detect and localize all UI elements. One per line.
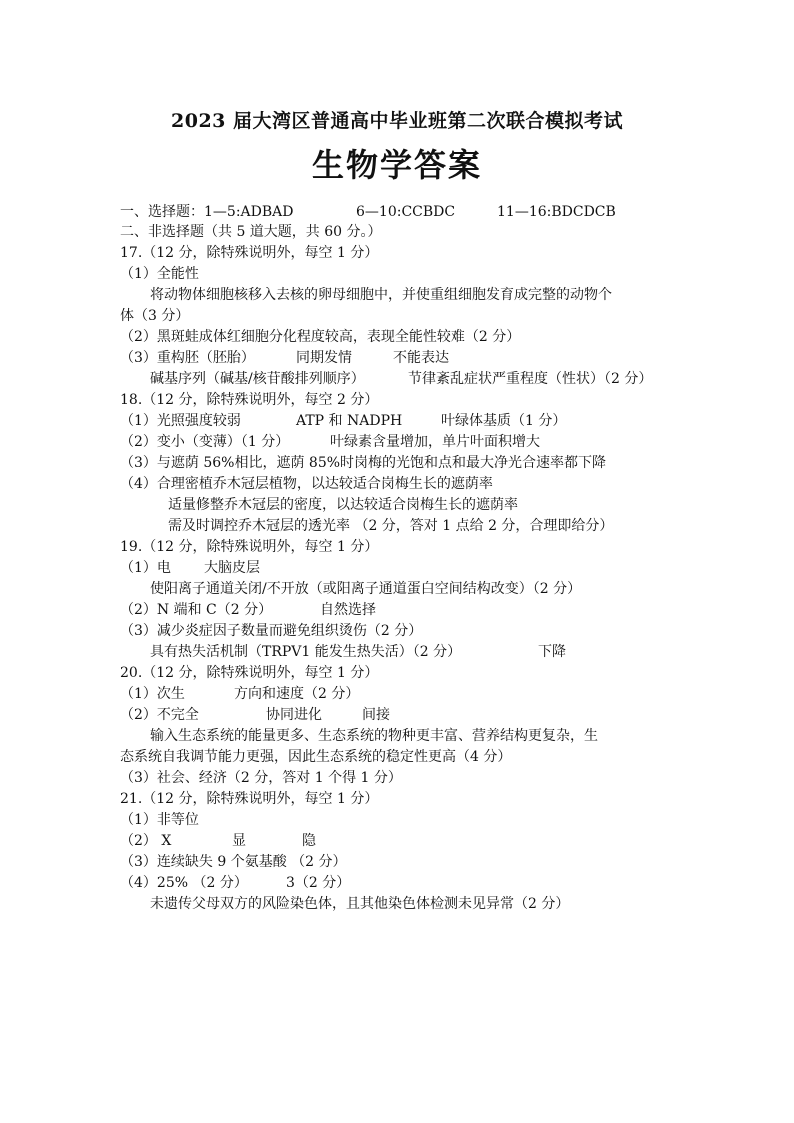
answer-subtitle: 生物学答案 <box>311 146 482 184</box>
answers-11-16: 11—16:BDCDCB <box>497 204 616 220</box>
q19-answer-3-detail-b: 下降 <box>538 644 566 660</box>
q20-answer-2-a: （2）不完全 <box>120 707 199 723</box>
part1-label: 一、选择题： <box>120 204 204 220</box>
q17-answer-3-detail-b: 节律紊乱症状严重程度（性状）（2 分） <box>408 371 653 387</box>
q18-answer-2-b: 叶绿素含量增加，单片叶面积增大 <box>330 434 540 450</box>
q17-answer-3-row <box>120 349 255 367</box>
part1-row <box>120 203 294 221</box>
q18-answer-2-a: （2）变小（变薄）（1 分） <box>120 434 290 450</box>
q18-header: 18.（12 分，除特殊说明外，每空 2 分） <box>120 392 379 408</box>
q21-answer-4-b: 3（2 分） <box>286 875 351 891</box>
q19-answer-1-b: 大脑皮层 <box>204 560 260 576</box>
q19-answer-2-b: 自然选择 <box>320 602 376 618</box>
q19-answer-1-a: （1）电 <box>120 560 171 576</box>
q19-answer-3-detail-a: 具有热失活机制（TRPV1 能发生热失活）（2 分） <box>150 644 462 660</box>
q21-answer-4-detail: 未遗传父母双方的风险染色体，且其他染色体检测未见异常（2 分） <box>150 896 570 912</box>
q20-answer-2-c: 间接 <box>362 707 390 723</box>
q18-answer-4: （4）合理密植乔木冠层植物，以达较适合岗梅生长的遮荫率 <box>120 476 493 492</box>
q18-answer-4-line-2: 适量修整乔木冠层的密度，以达较适合岗梅生长的遮荫率 <box>168 497 518 513</box>
q17-answer-3-b: 同期发情 <box>296 350 352 366</box>
q19-answer-2-a: （2）N 端和 C（2 分） <box>120 602 273 618</box>
q20-answer-3: （3）社会、经济（2 分，答对 1 个得 1 分） <box>120 770 402 786</box>
q20-answer-2-b: 协同进化 <box>266 707 322 723</box>
q21-answer-2-c: 隐 <box>302 833 316 849</box>
q21-answer-3: （3）连续缺失 9 个氨基酸 （2 分） <box>120 854 347 870</box>
q18-answer-3: （3）与遮荫 56%相比，遮荫 85%时岗梅的光饱和点和最大净光合速率都下降 <box>120 455 607 471</box>
answers-6-10: 6—10:CCBDC <box>356 204 456 220</box>
q17-answer-3-c: 不能表达 <box>393 350 449 366</box>
q18-answer-4-line-3: 需及时调控乔木冠层的透光率 （2 分，答对 1 点给 2 分，合理即给分） <box>168 518 614 534</box>
q18-answer-1-c: 叶绿体基质（1 分） <box>441 413 567 429</box>
q21-answer-1: （1）非等位 <box>120 812 199 828</box>
q21-answer-2-a: （2） X <box>120 833 172 849</box>
q20-answer-1-a: （1）次生 <box>120 686 185 702</box>
exam-title: 2023 届大湾区普通高中毕业班第二次联合模拟考试 <box>171 110 623 132</box>
q17-answer-3-detail-a: 碱基序列（碱基/核苷酸排列顺序） <box>150 371 365 387</box>
q19-answer-1-detail: 使阳离子通道关闭/不开放（或阳离子通道蛋白空间结构改变）（2 分） <box>150 581 582 597</box>
q17-answer-3-a: （3）重构胚（胚胎） <box>120 350 255 366</box>
q19-header: 19.（12 分，除特殊说明外，每空 1 分） <box>120 539 379 555</box>
q17-answer-1-detail-2: 体（3 分） <box>120 308 190 324</box>
q20-answer-1-b: 方向和速度（2 分） <box>234 686 360 702</box>
q19-answer-3: （3）减少炎症因子数量而避免组织烫伤（2 分） <box>120 623 423 639</box>
q17-header: 17.（12 分，除特殊说明外，每空 1 分） <box>120 245 379 261</box>
q17-answer-1: （1）全能性 <box>120 266 199 282</box>
q17-answer-1-detail-1: 将动物体细胞核移入去核的卵母细胞中，并使重组细胞发育成完整的动物个 <box>150 287 612 303</box>
q18-answer-1-a: （1）光照强度较弱 <box>120 413 241 429</box>
q21-answer-4-a: （4）25% （2 分） <box>120 875 248 891</box>
q17-answer-2: （2）黑斑蛙成体红细胞分化程度较高，表现全能性较难（2 分） <box>120 329 521 345</box>
q20-answer-2-detail-2: 态系统自我调节能力更强，因此生态系统的稳定性更高（4 分） <box>120 749 512 765</box>
q20-header: 20.（12 分，除特殊说明外，每空 1 分） <box>120 665 379 681</box>
answers-1-5: 1—5:ADBAD <box>204 204 294 220</box>
q21-answer-2-b: 显 <box>232 833 246 849</box>
q20-answer-2-detail-1: 输入生态系统的能量更多、生态系统的物种更丰富、营养结构更复杂，生 <box>150 728 598 744</box>
part2-label: 二、非选择题（共 5 道大题，共 60 分。） <box>120 224 382 240</box>
q18-answer-1-b: ATP 和 NADPH <box>296 413 403 429</box>
q21-header: 21.（12 分，除特殊说明外，每空 1 分） <box>120 791 379 807</box>
